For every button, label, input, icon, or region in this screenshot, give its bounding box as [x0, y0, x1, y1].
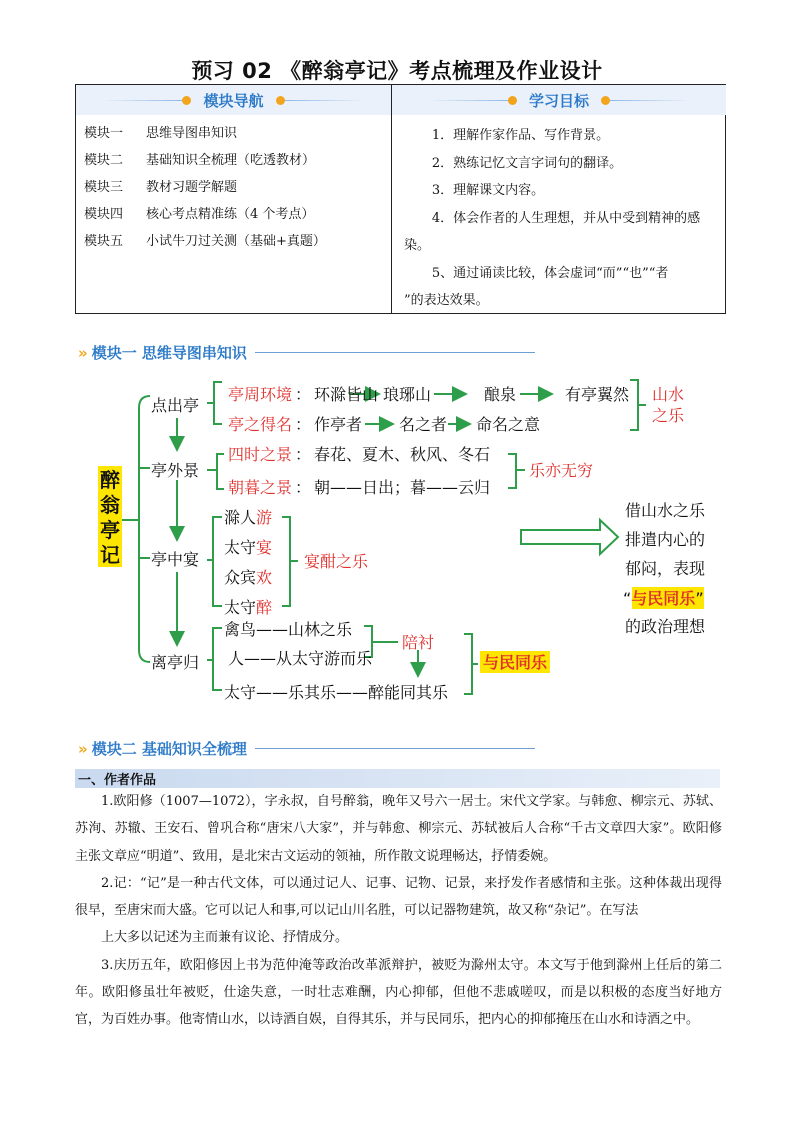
svg-text:：: ：	[295, 478, 312, 497]
list-item: 模块一 思维导图串知识	[84, 126, 238, 141]
svg-text:朝——日出；暮——云归: 朝——日出；暮——云归	[314, 478, 491, 497]
list-item: 模块二 基础知识全梳理（吃透教材）	[84, 153, 316, 168]
paragraph: 上大多以记述为主而兼有议论、抒情成分。	[101, 930, 349, 946]
subsection-bar	[75, 769, 720, 788]
goals-heading: 学习目标	[528, 91, 589, 110]
goals-header	[392, 85, 726, 115]
svg-text:郁闷，表现: 郁闷，表现	[625, 559, 706, 578]
branch-label: 离亭归	[151, 653, 200, 672]
svg-text:陪衬: 陪衬	[402, 633, 435, 652]
svg-text:太守宴: 太守宴	[224, 538, 273, 557]
svg-text:太守醉: 太守醉	[224, 598, 273, 617]
svg-text:：: ：	[295, 445, 312, 464]
svg-text:命名之意: 命名之意	[476, 415, 541, 434]
list-item: 模块三 教材习题学解题	[84, 180, 238, 195]
list-item: 5、通过诵读比较，体会虚词“而”“也”“者	[431, 265, 669, 281]
goal-list	[402, 122, 717, 315]
svg-text:琅琊山: 琅琊山	[383, 385, 432, 404]
paragraph: 2.记：“记”是一种古代文体，可以通过记人、记事、记物、记景，来抒发作者感情和主张。这种体裁出现得很早，至唐宋而大盛。它可以记人和事,可以记山川名胜，可以记器物建筑，故又称“杂记”。在写法	[75, 875, 722, 919]
list-item: 3．理解课文内容。	[431, 183, 545, 198]
svg-text:四时之景: 四时之景	[228, 445, 293, 464]
nav-heading: 模块导航	[203, 91, 264, 110]
svg-text:：: ：	[295, 415, 312, 434]
subsection-title: 一、作者作品	[78, 773, 157, 788]
svg-text:宴酣之乐: 宴酣之乐	[304, 552, 369, 571]
nav-header	[76, 85, 391, 115]
table-divider	[391, 85, 392, 313]
svg-text:乐亦无穷: 乐亦无穷	[529, 461, 594, 480]
branch-label: 亭中宴	[151, 550, 200, 569]
svg-text:有亭翼然: 有亭翼然	[565, 385, 630, 404]
svg-text:山水: 山水	[652, 385, 685, 404]
list-item: ”的表达效果。	[404, 293, 489, 308]
svg-text:：: ：	[295, 385, 312, 404]
overview-table	[75, 84, 726, 314]
svg-text:众宾欢: 众宾欢	[224, 568, 273, 587]
list-item: 染。	[404, 238, 431, 253]
section-heading-2: » 模块二 基础知识全梳理	[78, 738, 535, 759]
double-chevron-icon: »	[78, 343, 84, 362]
svg-text:翁: 翁	[100, 493, 120, 517]
svg-text:亭之得名: 亭之得名	[228, 415, 293, 434]
branch-label: 点出亭	[151, 396, 200, 415]
svg-text:之乐: 之乐	[652, 406, 685, 425]
svg-text:太守——乐其乐——醉能同其乐: 太守——乐其乐——醉能同其乐	[224, 683, 449, 702]
svg-text:排遣内心的: 排遣内心的	[625, 530, 706, 549]
svg-text:滁人游: 滁人游	[224, 508, 273, 527]
svg-text:与民同乐: 与民同乐	[483, 653, 548, 672]
list-item: 模块五 小试牛刀过关测（基础+真题）	[84, 234, 326, 249]
svg-text:“与民同乐”: “与民同乐”	[623, 589, 704, 608]
page-title: 预习 02 《醉翁亭记》考点梳理及作业设计	[191, 59, 603, 83]
svg-text:名之者: 名之者	[399, 415, 448, 434]
branch-label: 亭外景	[151, 461, 200, 480]
paragraph: 1.欧阳修（1007—1072），字永叔，自号醉翁，晚年又号六一居士。宋代文学家。与韩愈、柳宗元、苏轼、苏洵、苏辙、王安石、曾巩合称“唐宋八大家”，并与韩愈、柳宗元、苏轼被后人合称“千古文章四大家”。欧阳修主张文章应“明道”、致用，是北宋古文运动的领袖，所作散文说理畅达，抒情委婉。	[75, 794, 722, 864]
svg-text:亭周环境: 亭周环境	[228, 385, 293, 404]
dot-icon	[508, 96, 517, 105]
svg-text:禽鸟——山林之乐: 禽鸟——山林之乐	[224, 620, 353, 639]
svg-text:记: 记	[100, 543, 120, 567]
dot-icon	[276, 96, 285, 105]
svg-text:朝暮之景: 朝暮之景	[228, 478, 293, 497]
list-item: 模块四 核心考点精准练（4 个考点）	[84, 207, 315, 222]
list-item: 4．体会作者的人生理想，并从中受到精神的感	[431, 210, 701, 226]
svg-text:酿泉: 酿泉	[484, 385, 517, 404]
paragraph: 3.庆历五年，欧阳修因上书为范仲淹等政治改革派辩护，被贬为滁州太守。本文写于他到滁州上任后的第二年。欧阳修虽壮年被贬，仕途失意，一时壮志难酬，内心抑郁，但他不悲戚嗟叹，而是以积极的态度当好地方官，为百姓办事。他寄情山水，以诗酒自娱，自得其乐，并与民同乐，把内心的抑郁掩压在山水和诗酒之中。	[75, 957, 722, 1028]
svg-text:借山水之乐: 借山水之乐	[625, 501, 706, 520]
body-text	[75, 788, 722, 1034]
double-chevron-icon: »	[78, 739, 84, 758]
section-heading-1: » 模块一 思维导图串知识	[78, 342, 535, 363]
svg-text:春花、夏木、秋风、冬石: 春花、夏木、秋风、冬石	[314, 445, 491, 464]
mind-map	[0, 360, 794, 720]
list-item: 1．理解作家作品、写作背景。	[431, 128, 610, 143]
svg-text:的政治理想: 的政治理想	[625, 617, 706, 636]
svg-text:亭: 亭	[100, 518, 120, 542]
svg-text:醉: 醉	[100, 468, 120, 492]
dot-icon	[601, 96, 610, 105]
dot-icon	[182, 96, 191, 105]
module-list	[84, 120, 326, 255]
svg-text:人——从太守游而乐: 人——从太守游而乐	[228, 649, 373, 668]
svg-text:作亭者: 作亭者	[314, 415, 363, 434]
list-item: 2．熟练记忆文言字词句的翻译。	[431, 155, 623, 171]
svg-text:环滁皆山: 环滁皆山	[314, 385, 379, 404]
